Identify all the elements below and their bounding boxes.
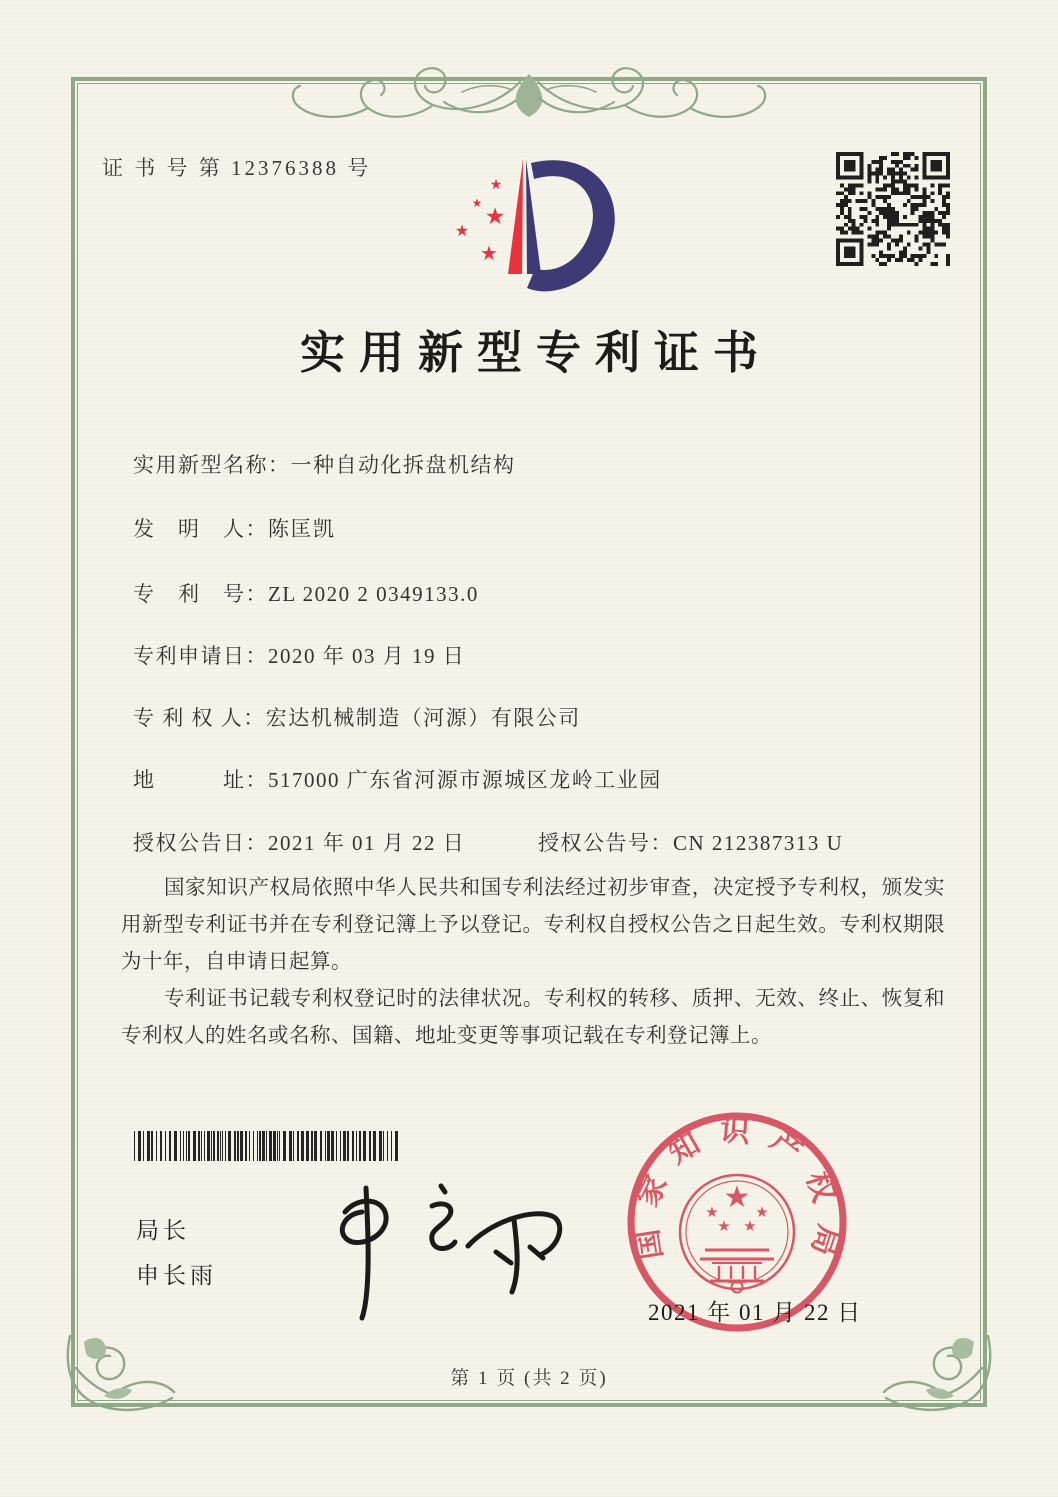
page-title: 实用新型专利证书 — [299, 328, 772, 378]
top-border-ornament — [293, 68, 542, 117]
grant-row — [133, 827, 844, 857]
grant-date-label: 授权公告日： — [133, 831, 268, 855]
seal-org-text: 国家知识产权局 — [628, 1113, 846, 1277]
grant-no-value: CN 212387313 U — [673, 831, 844, 855]
signer-title: 局长 — [136, 1217, 190, 1243]
legal-paragraph-1: 国家知识产权局依照中华人民共和国专利法经过初步审查，决定授予专利权，颁发实用新型专利证书并在专利登记簿上予以登记。专利权自授权公告之日起生效。专利权期限为十年，自申请日起算。 — [121, 877, 945, 973]
barcode — [134, 1131, 402, 1161]
logo-star-icon: ★ — [471, 196, 483, 210]
logo-star-icon: ★ — [480, 243, 498, 265]
field-value: ZL 2020 2 0349133.0 — [268, 582, 479, 606]
field-patent-number — [133, 578, 479, 608]
field-value: 宏达机械制造（河源）有限公司 — [265, 706, 581, 730]
seal-star-icon: ★ — [743, 1219, 757, 1235]
field-label: 专 利 号： — [133, 582, 268, 606]
grant-no-label: 授权公告号： — [538, 831, 673, 855]
qr-code — [836, 152, 950, 266]
field-value: 2020 年 03 月 19 日 — [268, 644, 466, 668]
seal-star-icon: ★ — [705, 1205, 719, 1221]
field-value: 517000 广东省河源市源城区龙岭工业园 — [268, 768, 662, 792]
seal-star-icon: ★ — [755, 1205, 769, 1221]
field-label: 地 址： — [133, 768, 268, 792]
field-label: 专利申请日： — [133, 644, 268, 668]
field-utility-model-name — [133, 449, 516, 479]
legal-text — [121, 870, 945, 1055]
logo-wedge-red — [508, 159, 523, 274]
logo-star-icon: ★ — [484, 204, 506, 229]
logo-star-icon: ★ — [454, 223, 470, 240]
logo-p-curve — [527, 160, 615, 291]
official-seal — [629, 1114, 846, 1328]
seal-star-icon: ★ — [717, 1219, 731, 1235]
cnipa-logo — [455, 159, 615, 291]
grant-date-value: 2021 年 01 月 22 日 — [268, 831, 466, 855]
seal-date: 2021 年 01 月 22 日 — [648, 1300, 862, 1325]
signer-name: 申长雨 — [136, 1262, 217, 1288]
seal-gate-emblem — [700, 1250, 774, 1293]
field-label: 发 明 人： — [133, 517, 268, 541]
certificate-number: 证 书 号 第 12376388 号 — [102, 156, 372, 180]
field-value: 一种自动化拆盘机结构 — [290, 453, 516, 477]
field-address — [133, 764, 662, 794]
page-footer: 第 1 页 (共 2 页) — [450, 1368, 608, 1389]
handwritten-signature — [342, 1186, 559, 1318]
field-value: 陈匡凯 — [268, 517, 336, 541]
field-label: 专 利 权 人： — [133, 706, 266, 730]
field-application-date — [133, 640, 465, 670]
field-patentee — [133, 702, 581, 732]
seal-star-icon: ★ — [723, 1181, 751, 1214]
logo-star-icon: ★ — [489, 178, 503, 193]
field-inventor — [133, 513, 336, 543]
legal-paragraph-2: 专利证书记载专利权登记时的法律状况。专利权的转移、质押、无效、终止、恢复和专利权人的姓名或名称、国籍、地址变更等事项记载在专利登记簿上。 — [121, 988, 945, 1047]
field-label: 实用新型名称： — [133, 453, 291, 477]
